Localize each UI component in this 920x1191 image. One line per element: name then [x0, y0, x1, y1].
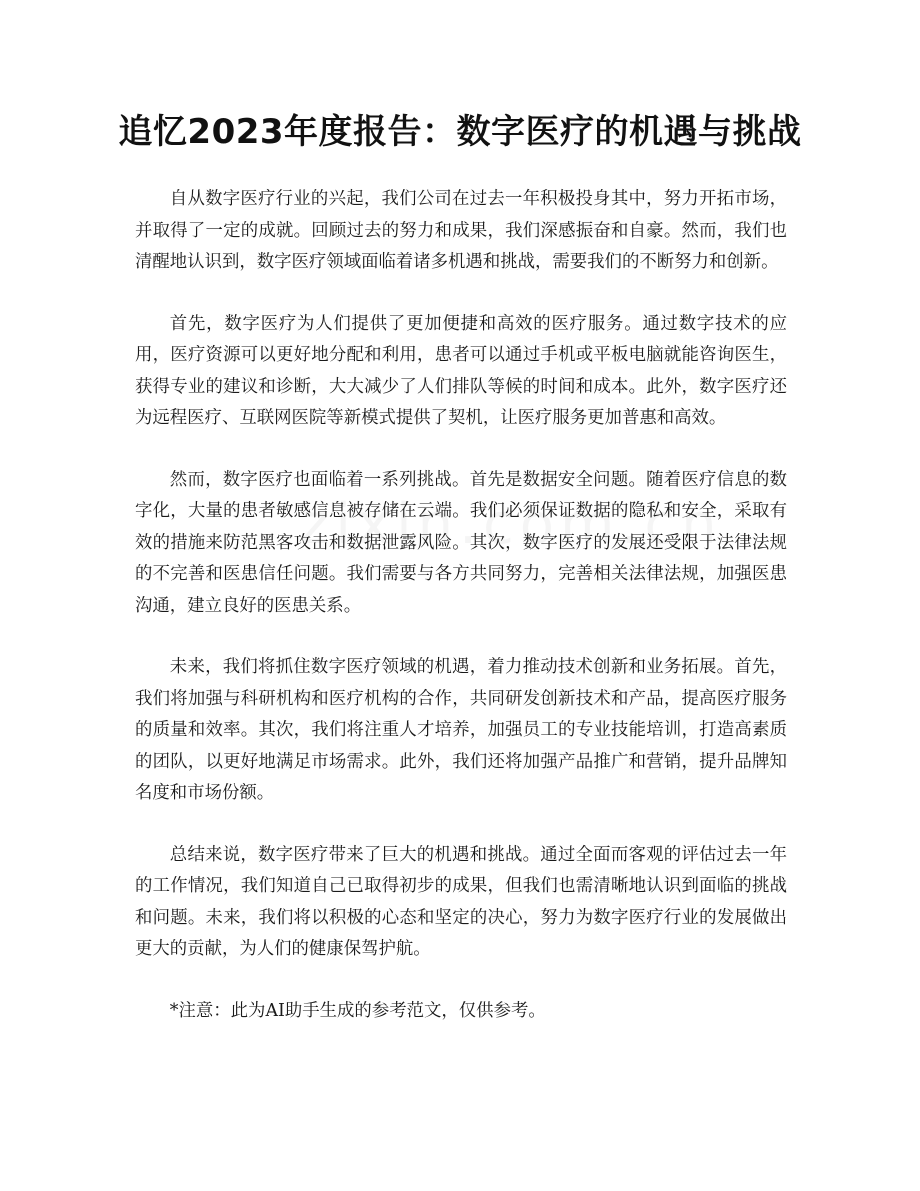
- document-title: 追忆2023年度报告：数字医疗的机遇与挑战: [118, 112, 802, 152]
- document-body: [135, 184, 787, 1027]
- paragraph-intro: 自从数字医疗行业的兴起，我们公司在过去一年积极投身其中，努力开拓市场，并取得了一定的成就。回顾过去的努力和成果，我们深感振奋和自豪。然而，我们也清醒地认识到，数字医疗领域面临着诸多机遇和挑战，需要我们的不断努力和创新。: [135, 189, 787, 272]
- disclaimer-note: *注意：此为AI助手生成的参考范文，仅供参考。: [169, 1000, 546, 1021]
- paragraph-opportunities: 首先，数字医疗为人们提供了更加便捷和高效的医疗服务。通过数字技术的应用，医疗资源可以更好地分配和利用，患者可以通过手机或平板电脑就能咨询医生，获得专业的建议和诊断，大大减少了人们排队等候的时间和成本。此外，数字医疗还为远程医疗、互联网医院等新模式提供了契机，让医疗服务更加普惠和高效。: [135, 313, 787, 428]
- paragraph-future: 未来，我们将抓住数字医疗领域的机遇，着力推动技术创新和业务拓展。首先，我们将加强与科研机构和医疗机构的合作，共同研发创新技术和产品，提高医疗服务的质量和效率。其次，我们将注重人才培养，加强员工的专业技能培训，打造高素质的团队，以更好地满足市场需求。此外，我们还将加强产品推广和营销，提升品牌知名度和市场份额。: [135, 657, 787, 803]
- paragraph-summary: 总结来说，数字医疗带来了巨大的机遇和挑战。通过全面而客观的评估过去一年的工作情况，我们知道自己已取得初步的成果，但我们也需清晰地认识到面临的挑战和问题。未来，我们将以积极的心态和坚定的决心，努力为数字医疗行业的发展做出更大的贡献，为人们的健康保驾护航。: [135, 844, 787, 959]
- paragraph-challenges: 然而，数字医疗也面临着一系列挑战。首先是数据安全问题。随着医疗信息的数字化，大量的患者敏感信息被存储在云端。我们必须保证数据的隐私和安全，采取有效的措施来防范黑客攻击和数据泄露风险。其次，数字医疗的发展还受限于法律法规的不完善和医患信任问题。我们需要与各方共同努力，完善相关法律法规，加强医患沟通，建立良好的医患关系。: [135, 469, 787, 616]
